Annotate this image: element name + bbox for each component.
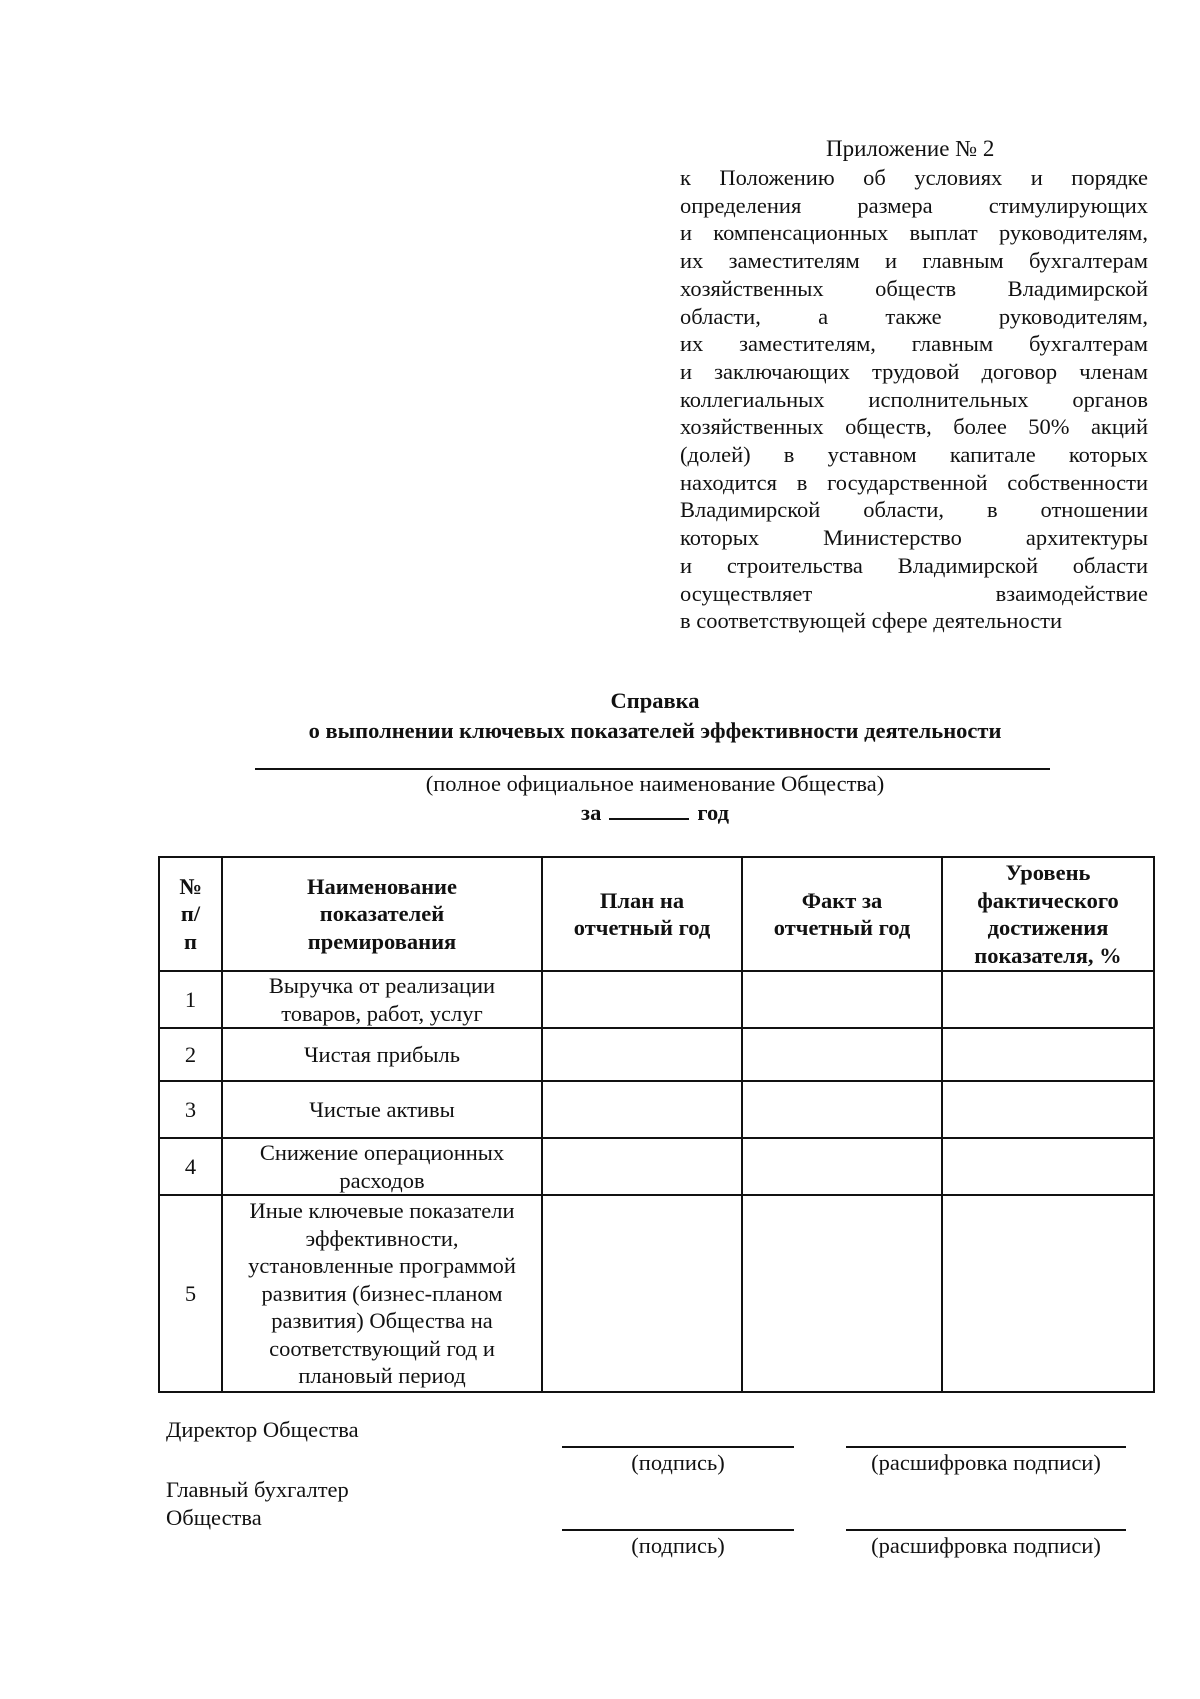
accountant-label-line2: Общества xyxy=(166,1505,262,1530)
annex-line: Владимирской области, в отношении xyxy=(680,497,1148,523)
level-cell[interactable] xyxy=(942,1081,1154,1138)
accountant-label-line1: Главный бухгалтер xyxy=(166,1477,349,1502)
table-row xyxy=(159,971,1154,1028)
annex-line: области, а также руководителям, xyxy=(680,303,1148,329)
row-indicator-name: Чистые активы xyxy=(222,1081,542,1138)
annex-line: и строительства Владимирской области xyxy=(680,552,1148,578)
annex-title: Приложение № 2 xyxy=(826,136,995,161)
header-plan: План на отчетный год xyxy=(542,857,742,971)
annex-line: (долей) в уставном капитале которых xyxy=(680,442,1148,468)
org-name-underline xyxy=(255,768,1050,770)
plan-cell[interactable] xyxy=(542,971,742,1028)
annex-line: хозяйственных обществ, более 50% акций xyxy=(680,414,1148,440)
fact-cell[interactable] xyxy=(742,1081,942,1138)
annex-line: в соответствующей сфере деятельности xyxy=(680,608,1063,634)
annex-line: которых Министерство архитектуры xyxy=(680,525,1148,551)
table-row xyxy=(159,1195,1154,1392)
director-signature-line[interactable] xyxy=(562,1446,794,1448)
level-cell[interactable] xyxy=(942,1195,1154,1392)
decode-caption: (расшифровка подписи) xyxy=(871,1450,1101,1475)
signature-caption: (подпись) xyxy=(631,1533,725,1558)
row-number: 1 xyxy=(159,971,222,1028)
row-number: 5 xyxy=(159,1195,222,1392)
annex-line: их заместителям и главным бухгалтерам xyxy=(680,248,1148,274)
fact-cell[interactable] xyxy=(742,1195,942,1392)
report-year-line xyxy=(0,800,1200,826)
kpi-table xyxy=(158,856,1155,1393)
annex-line: и компенсационных выплат руководителям, xyxy=(680,220,1148,246)
year-prefix: за xyxy=(581,800,602,825)
year-suffix: год xyxy=(697,800,729,825)
annex-line: к Положению об условиях и порядке xyxy=(680,165,1148,190)
org-name-caption: (полное официальное наименование Общества) xyxy=(425,771,885,796)
document-title: Справка xyxy=(610,688,700,713)
plan-cell[interactable] xyxy=(542,1081,742,1138)
table-row xyxy=(159,1138,1154,1195)
director-label: Директор Общества xyxy=(166,1417,359,1442)
year-blank xyxy=(609,800,689,820)
annex-line: коллегиальных исполнительных органов xyxy=(680,386,1148,412)
level-cell[interactable] xyxy=(942,971,1154,1028)
document-subtitle: о выполнении ключевых показателей эффективности деятельности xyxy=(308,718,1002,743)
plan-cell[interactable] xyxy=(542,1138,742,1195)
table-header-row xyxy=(159,857,1154,971)
plan-cell[interactable] xyxy=(542,1028,742,1081)
level-cell[interactable] xyxy=(942,1028,1154,1081)
fact-cell[interactable] xyxy=(742,1138,942,1195)
accountant-signature-line[interactable] xyxy=(562,1529,794,1531)
row-number: 4 xyxy=(159,1138,222,1195)
header-achievement-level: Уровень фактического достижения показателя, % xyxy=(942,857,1154,971)
row-number: 2 xyxy=(159,1028,222,1081)
director-decode-line[interactable] xyxy=(846,1446,1126,1448)
decode-caption: (расшифровка подписи) xyxy=(871,1533,1101,1558)
row-indicator-name: Иные ключевые показатели эффективности, установленные программой развития (бизнес-планом развития) Общества на соответствующий год и плановый период xyxy=(222,1195,542,1392)
level-cell[interactable] xyxy=(942,1138,1154,1195)
header-indicator-name: Наименование показателей премирования xyxy=(222,857,542,971)
annex-line: хозяйственных обществ Владимирской xyxy=(680,275,1148,301)
fact-cell[interactable] xyxy=(742,1028,942,1081)
annex-line: определения размера стимулирующих xyxy=(680,192,1148,218)
annex-text xyxy=(680,164,1148,635)
signature-caption: (подпись) xyxy=(631,1450,725,1475)
annex-line: и заключающих трудовой договор членам xyxy=(680,358,1148,384)
annex-line: их заместителям, главным бухгалтерам xyxy=(680,331,1148,357)
annex-line: находится в государственной собственности xyxy=(680,469,1148,495)
annex-line: осуществляет взаимодействие xyxy=(680,580,1148,606)
fact-cell[interactable] xyxy=(742,971,942,1028)
header-number: № п/п xyxy=(159,857,222,971)
row-indicator-name: Выручка от реализации товаров, работ, услуг xyxy=(222,971,542,1028)
header-fact: Факт за отчетный год xyxy=(742,857,942,971)
row-indicator-name: Чистая прибыль xyxy=(222,1028,542,1081)
row-number: 3 xyxy=(159,1081,222,1138)
table-row xyxy=(159,1028,1154,1081)
table-row xyxy=(159,1081,1154,1138)
accountant-decode-line[interactable] xyxy=(846,1529,1126,1531)
plan-cell[interactable] xyxy=(542,1195,742,1392)
row-indicator-name: Снижение операционных расходов xyxy=(222,1138,542,1195)
